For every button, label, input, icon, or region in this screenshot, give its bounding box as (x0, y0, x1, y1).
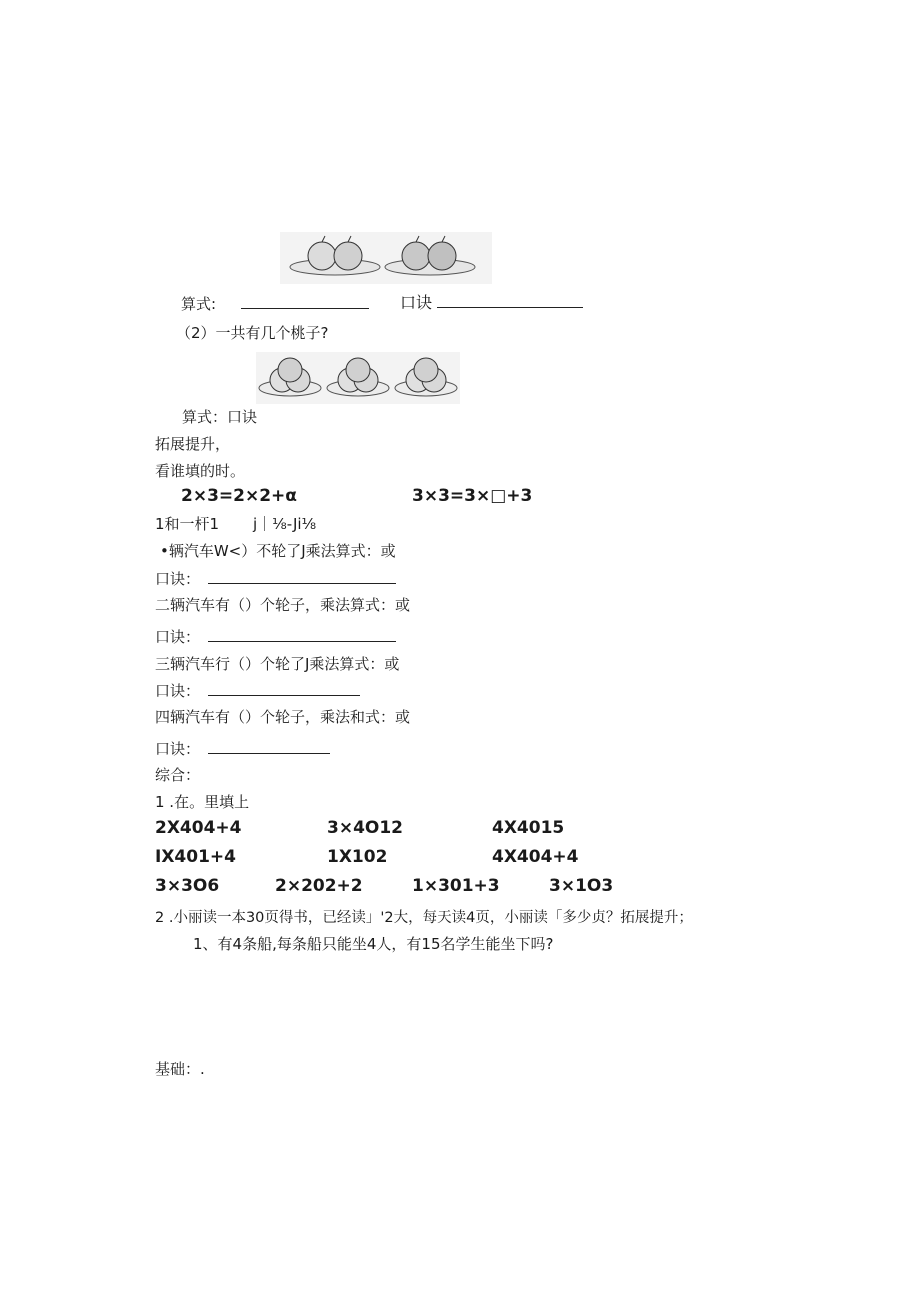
oral-label: 口诀： (155, 628, 201, 646)
fill-cell: 1X102 (327, 847, 388, 867)
oral-row (400, 290, 583, 313)
question-2-answer: 算式：口诀 (182, 408, 258, 426)
oral-label: 口诀： (155, 682, 201, 700)
oral-line-4 (155, 738, 330, 759)
oral-blank[interactable] (437, 293, 583, 308)
oral-blank[interactable] (208, 681, 360, 696)
comprehensive-q1: 1 .在。里填上 (155, 793, 250, 811)
garbled-left: 1和一杆1 (155, 515, 220, 533)
formula-blank[interactable] (241, 294, 369, 309)
car-line-4: 四辆汽车有（）个轮子，乘法和式：或 (155, 708, 411, 726)
oral-line-3 (155, 680, 360, 701)
oral-label: 口诀： (155, 570, 201, 588)
car-line-3: 三辆汽车行（）个轮了J乘法算式：或 (155, 655, 400, 673)
equation-left: 2×3=2×2+α (181, 486, 297, 506)
oral-label: 口诀： (155, 740, 201, 758)
fill-cell: 1×301+3 (412, 876, 500, 896)
equation-right: 3×3=3×□+3 (412, 486, 533, 506)
fill-cell: 4X4015 (492, 818, 565, 838)
fill-cell: IX401+4 (155, 847, 236, 867)
apples-row (181, 293, 369, 314)
oral-label: 口诀 (400, 293, 433, 312)
fill-cell: 3×3O6 (155, 876, 220, 896)
boats-question: 1、有4条船,每条船只能坐4人，有15名学生能坐下吗? (193, 935, 554, 953)
foundation-label: 基础：. (155, 1060, 205, 1078)
car-line-1: •辆汽车W<）不轮了J乘法算式：或 (160, 542, 396, 560)
car-line-2: 二辆汽车有（）个轮子，乘法算式：或 (155, 596, 411, 614)
extend-subtitle: 看谁填的时。 (155, 462, 246, 480)
fill-cell: 4X404+4 (492, 847, 579, 867)
reading-question: 2 .小丽读一本30页得书，已经读」'2大，每天读4页，小丽读「多少贞？拓展提升； (155, 910, 693, 926)
oral-blank[interactable] (208, 739, 330, 754)
garbled-right: j｜⅛-Ji⅛ (253, 515, 317, 533)
fill-cell: 3×4O12 (327, 818, 404, 838)
apples-illustration (280, 232, 492, 284)
oral-blank[interactable] (208, 569, 396, 584)
extend-title: 拓展提升， (155, 435, 231, 453)
question-2: （2）一共有几个桃子? (176, 324, 329, 342)
fill-cell: 2X404+4 (155, 818, 242, 838)
comprehensive-title: 综合： (155, 766, 201, 784)
oral-line-1 (155, 568, 396, 589)
formula-label: 算式: (181, 295, 217, 313)
oral-blank[interactable] (208, 627, 396, 642)
oral-line-2 (155, 626, 396, 647)
peaches-illustration (256, 352, 460, 404)
fill-cell: 3×1O3 (549, 876, 614, 896)
fill-cell: 2×202+2 (275, 876, 363, 896)
